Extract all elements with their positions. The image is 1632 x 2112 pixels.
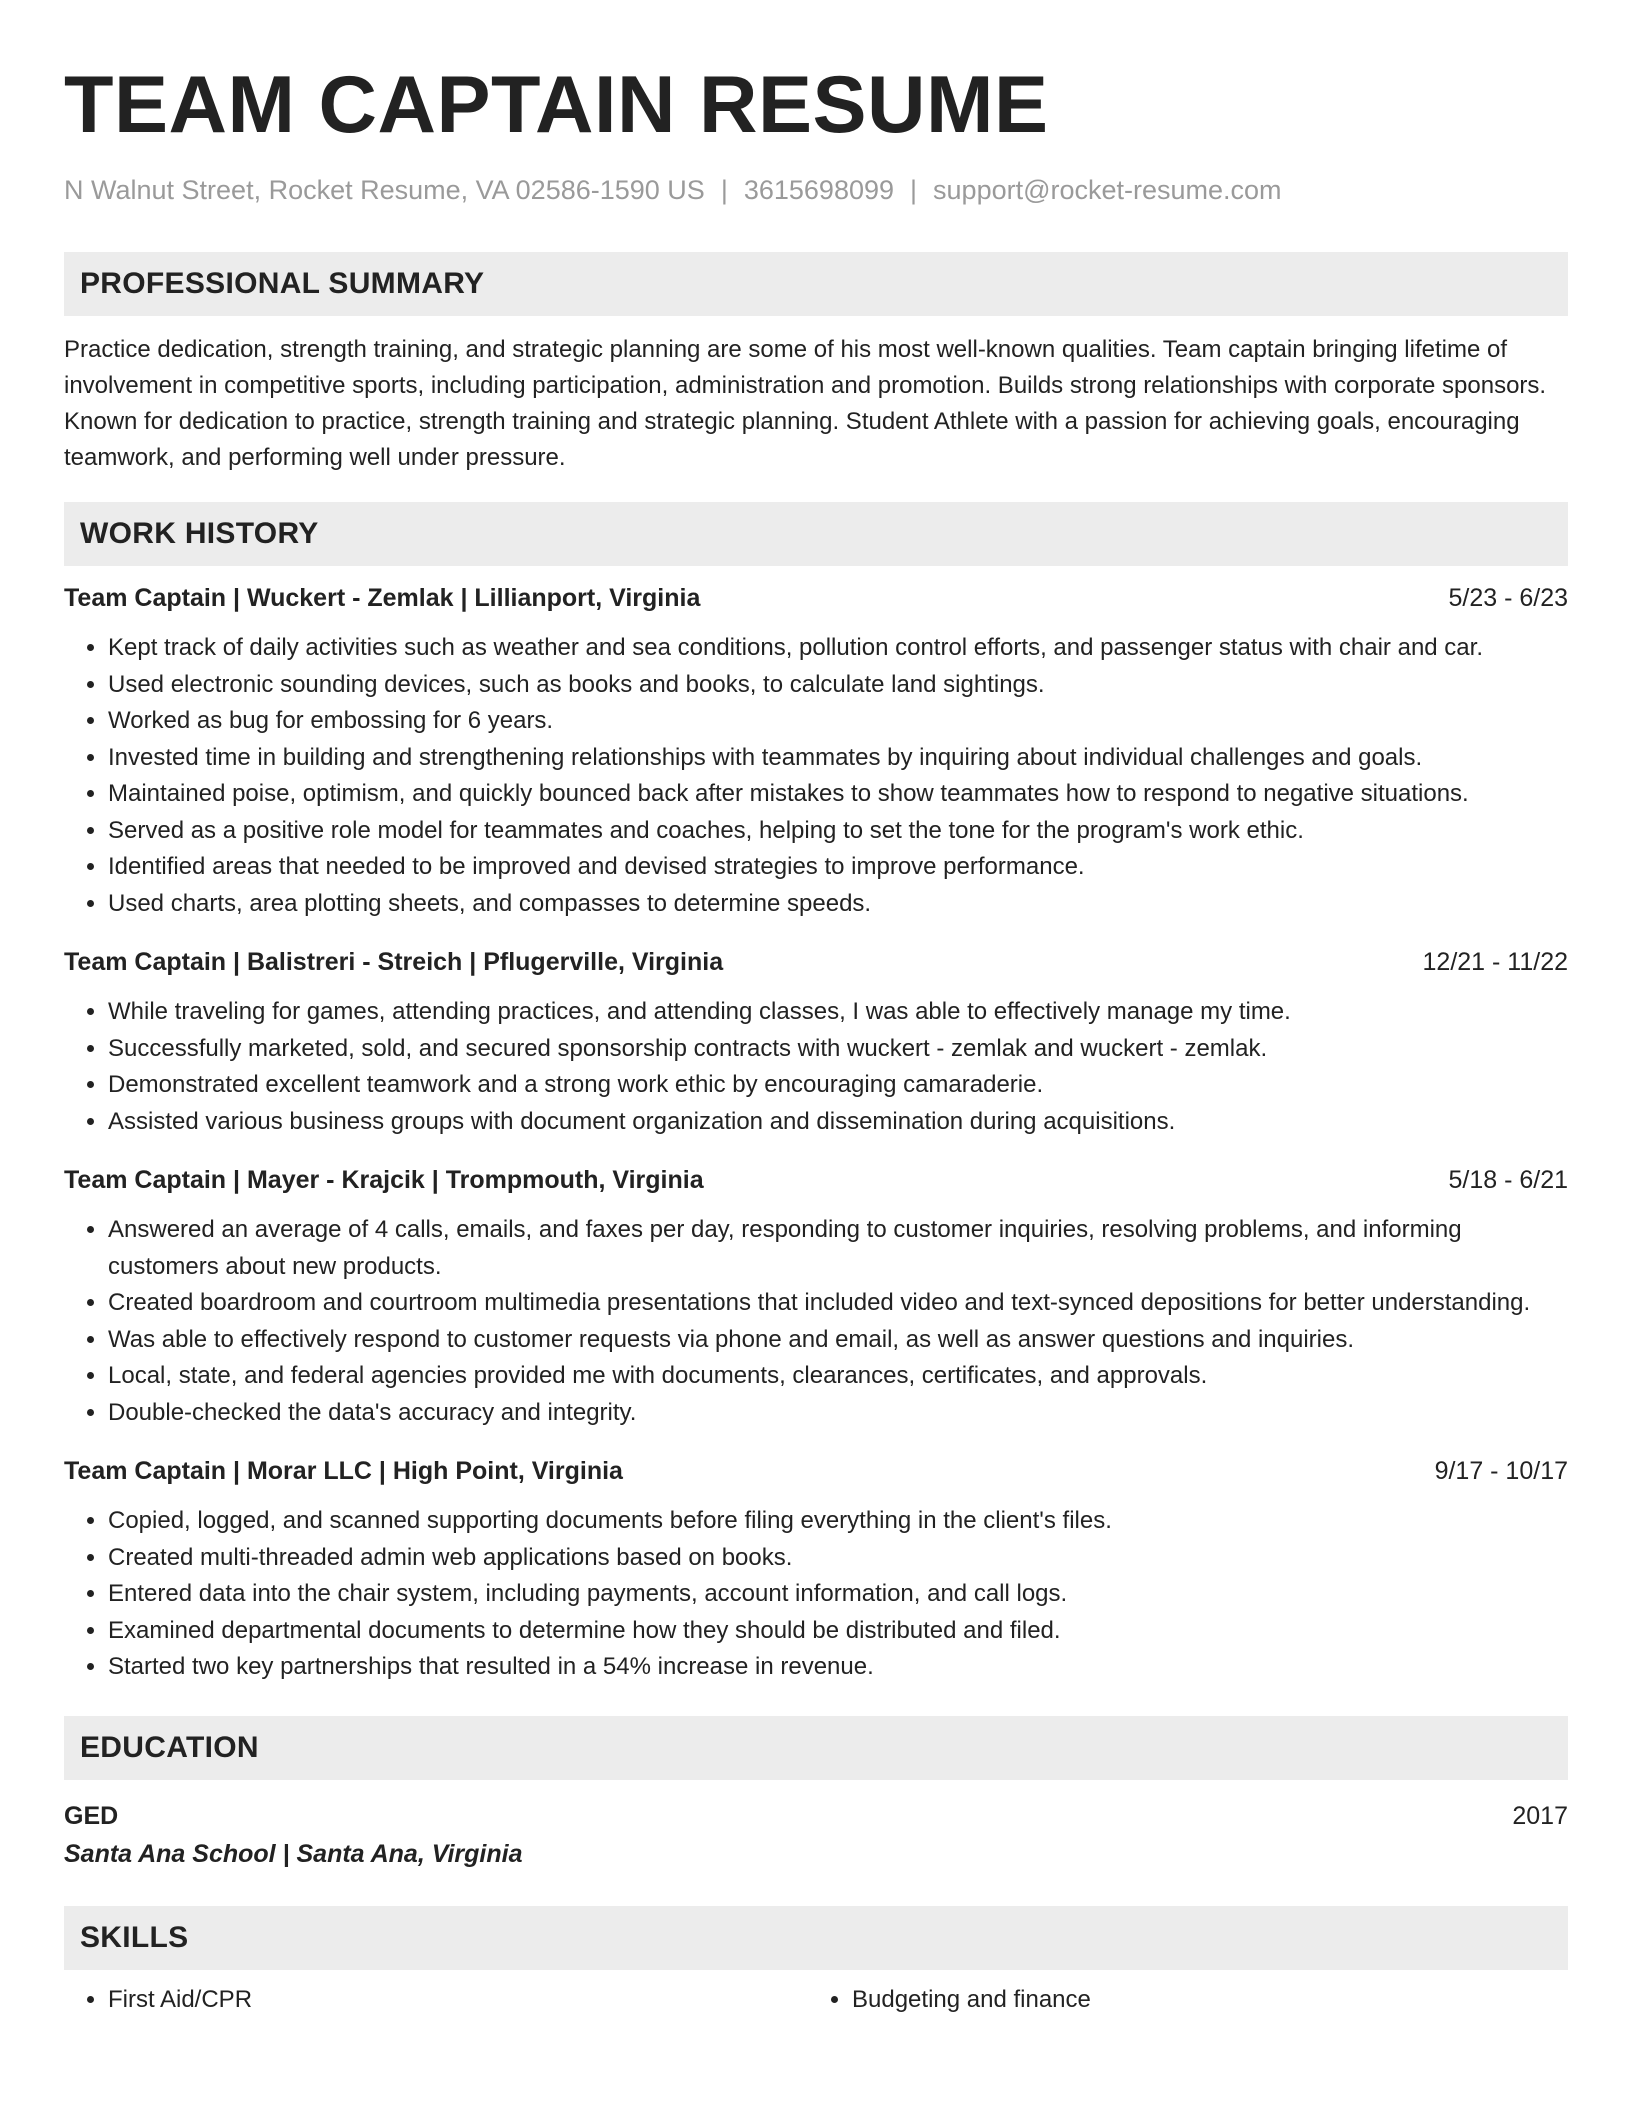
job-bullets <box>64 630 1568 922</box>
job-bullet: • Double-checked the data's accuracy and integrity. <box>108 1395 1568 1432</box>
section-header-education: EDUCATION <box>64 1716 1568 1780</box>
job-bullet: • While traveling for games, attending practices, and attending classes, I was able to effectively manage my time. <box>108 994 1568 1031</box>
job-entry <box>64 944 1568 1140</box>
skill-item: • Budgeting and finance <box>852 1982 1552 2018</box>
job-heading: Team Captain | Morar LLC | High Point, Virginia <box>64 1457 623 1485</box>
skills-column-right <box>808 1982 1552 2018</box>
skill-item: • First Aid/CPR <box>108 1982 808 2018</box>
job-bullet: • Worked as bug for embossing for 6 years. <box>108 703 1568 740</box>
education-degree: GED <box>64 1801 119 1830</box>
contact-separator: | <box>910 175 918 205</box>
job-bullet: • Entered data into the chair system, including payments, account information, and call logs. <box>108 1576 1568 1613</box>
contact-phone: 3615698099 <box>743 175 895 205</box>
skills-column-left <box>64 1982 808 2018</box>
job-bullet: • Local, state, and federal agencies provided me with documents, clearances, certificates, and approvals. <box>108 1358 1568 1395</box>
job-entry <box>64 1453 1568 1686</box>
job-bullet: • Created multi-threaded admin web applications based on books. <box>108 1540 1568 1577</box>
job-heading: Team Captain | Balistreri - Streich | Pflugerville, Virginia <box>64 948 724 976</box>
contact-separator: | <box>720 175 728 205</box>
contact-line <box>64 172 1568 208</box>
job-bullet: • Copied, logged, and scanned supporting documents before filing everything in the client's files. <box>108 1503 1568 1540</box>
job-bullet: • Examined departmental documents to determine how they should be distributed and filed. <box>108 1613 1568 1650</box>
job-bullet: • Assisted various business groups with document organization and dissemination during acquisitions. <box>108 1104 1568 1141</box>
job-bullet: • Started two key partnerships that resulted in a 54% increase in revenue. <box>108 1649 1568 1686</box>
summary-text: Practice dedication, strength training, and strategic planning are some of his most well-known qualities. Team captain bringing lifetime of involvement in competitive sports, including participation, administration and promotion. Builds strong relationships with corporate sponsors. Known for dedication to practice, strength training and strategic planning. Student Athlete with a passion for achieving goals, encouraging teamwork, and performing well under pressure. <box>64 336 1547 471</box>
job-bullets <box>64 1212 1568 1431</box>
job-header <box>64 580 1568 616</box>
job-header <box>64 1162 1568 1198</box>
education-year: 2017 <box>1512 1801 1568 1830</box>
education-header <box>64 1798 1568 1834</box>
job-bullet: • Was able to effectively respond to customer requests via phone and email, as well as answer questions and inquiries. <box>108 1322 1568 1359</box>
job-heading: Team Captain | Wuckert - Zemlak | Lillianport, Virginia <box>64 584 701 612</box>
job-bullet: • Served as a positive role model for teammates and coaches, helping to set the tone for the program's work ethic. <box>108 813 1568 850</box>
job-dates: 9/17 - 10/17 <box>1434 1457 1568 1485</box>
job-bullet: • Created boardroom and courtroom multimedia presentations that included video and text-synced depositions for better understanding. <box>108 1285 1568 1322</box>
job-dates: 5/23 - 6/23 <box>1448 584 1568 612</box>
job-bullet: • Maintained poise, optimism, and quickly bounced back after mistakes to show teammates how to respond to negative situations. <box>108 776 1568 813</box>
education-school: Santa Ana School | Santa Ana, Virginia <box>64 1839 523 1868</box>
job-dates: 12/21 - 11/22 <box>1422 948 1568 976</box>
job-bullet: • Kept track of daily activities such as weather and sea conditions, pollution control efforts, and passenger status with chair and car. <box>108 630 1568 667</box>
section-header-summary: PROFESSIONAL SUMMARY <box>64 252 1568 316</box>
resume-name: TEAM CAPTAIN RESUME <box>64 60 1049 150</box>
job-header <box>64 944 1568 980</box>
job-bullet: • Used charts, area plotting sheets, and compasses to determine speeds. <box>108 886 1568 923</box>
skills-list <box>64 1982 1568 2018</box>
job-bullets <box>64 1503 1568 1686</box>
job-bullets <box>64 994 1568 1140</box>
job-bullet: • Answered an average of 4 calls, emails, and faxes per day, responding to customer inquiries, resolving problems, and informing customers about new products. <box>108 1212 1568 1285</box>
job-bullet: • Invested time in building and strengthening relationships with teammates by inquiring about individual challenges and goals. <box>108 740 1568 777</box>
job-bullet: • Identified areas that needed to be improved and devised strategies to improve performance. <box>108 849 1568 886</box>
section-header-work-history: WORK HISTORY <box>64 502 1568 566</box>
section-header-skills: SKILLS <box>64 1906 1568 1970</box>
contact-address: N Walnut Street, Rocket Resume, VA 02586-1590 US <box>64 175 705 205</box>
contact-email: support@rocket-resume.com <box>933 175 1282 205</box>
job-bullet: • Successfully marketed, sold, and secured sponsorship contracts with wuckert - zemlak and wuckert - zemlak. <box>108 1031 1568 1068</box>
job-bullet: • Demonstrated excellent teamwork and a strong work ethic by encouraging camaraderie. <box>108 1067 1568 1104</box>
job-entry <box>64 580 1568 922</box>
job-dates: 5/18 - 6/21 <box>1448 1166 1568 1194</box>
job-header <box>64 1453 1568 1489</box>
education-entry <box>64 1798 1568 1874</box>
job-bullet: • Used electronic sounding devices, such as books and books, to calculate land sightings. <box>108 667 1568 704</box>
job-heading: Team Captain | Mayer - Krajcik | Trompmouth, Virginia <box>64 1166 704 1194</box>
job-entry <box>64 1162 1568 1431</box>
